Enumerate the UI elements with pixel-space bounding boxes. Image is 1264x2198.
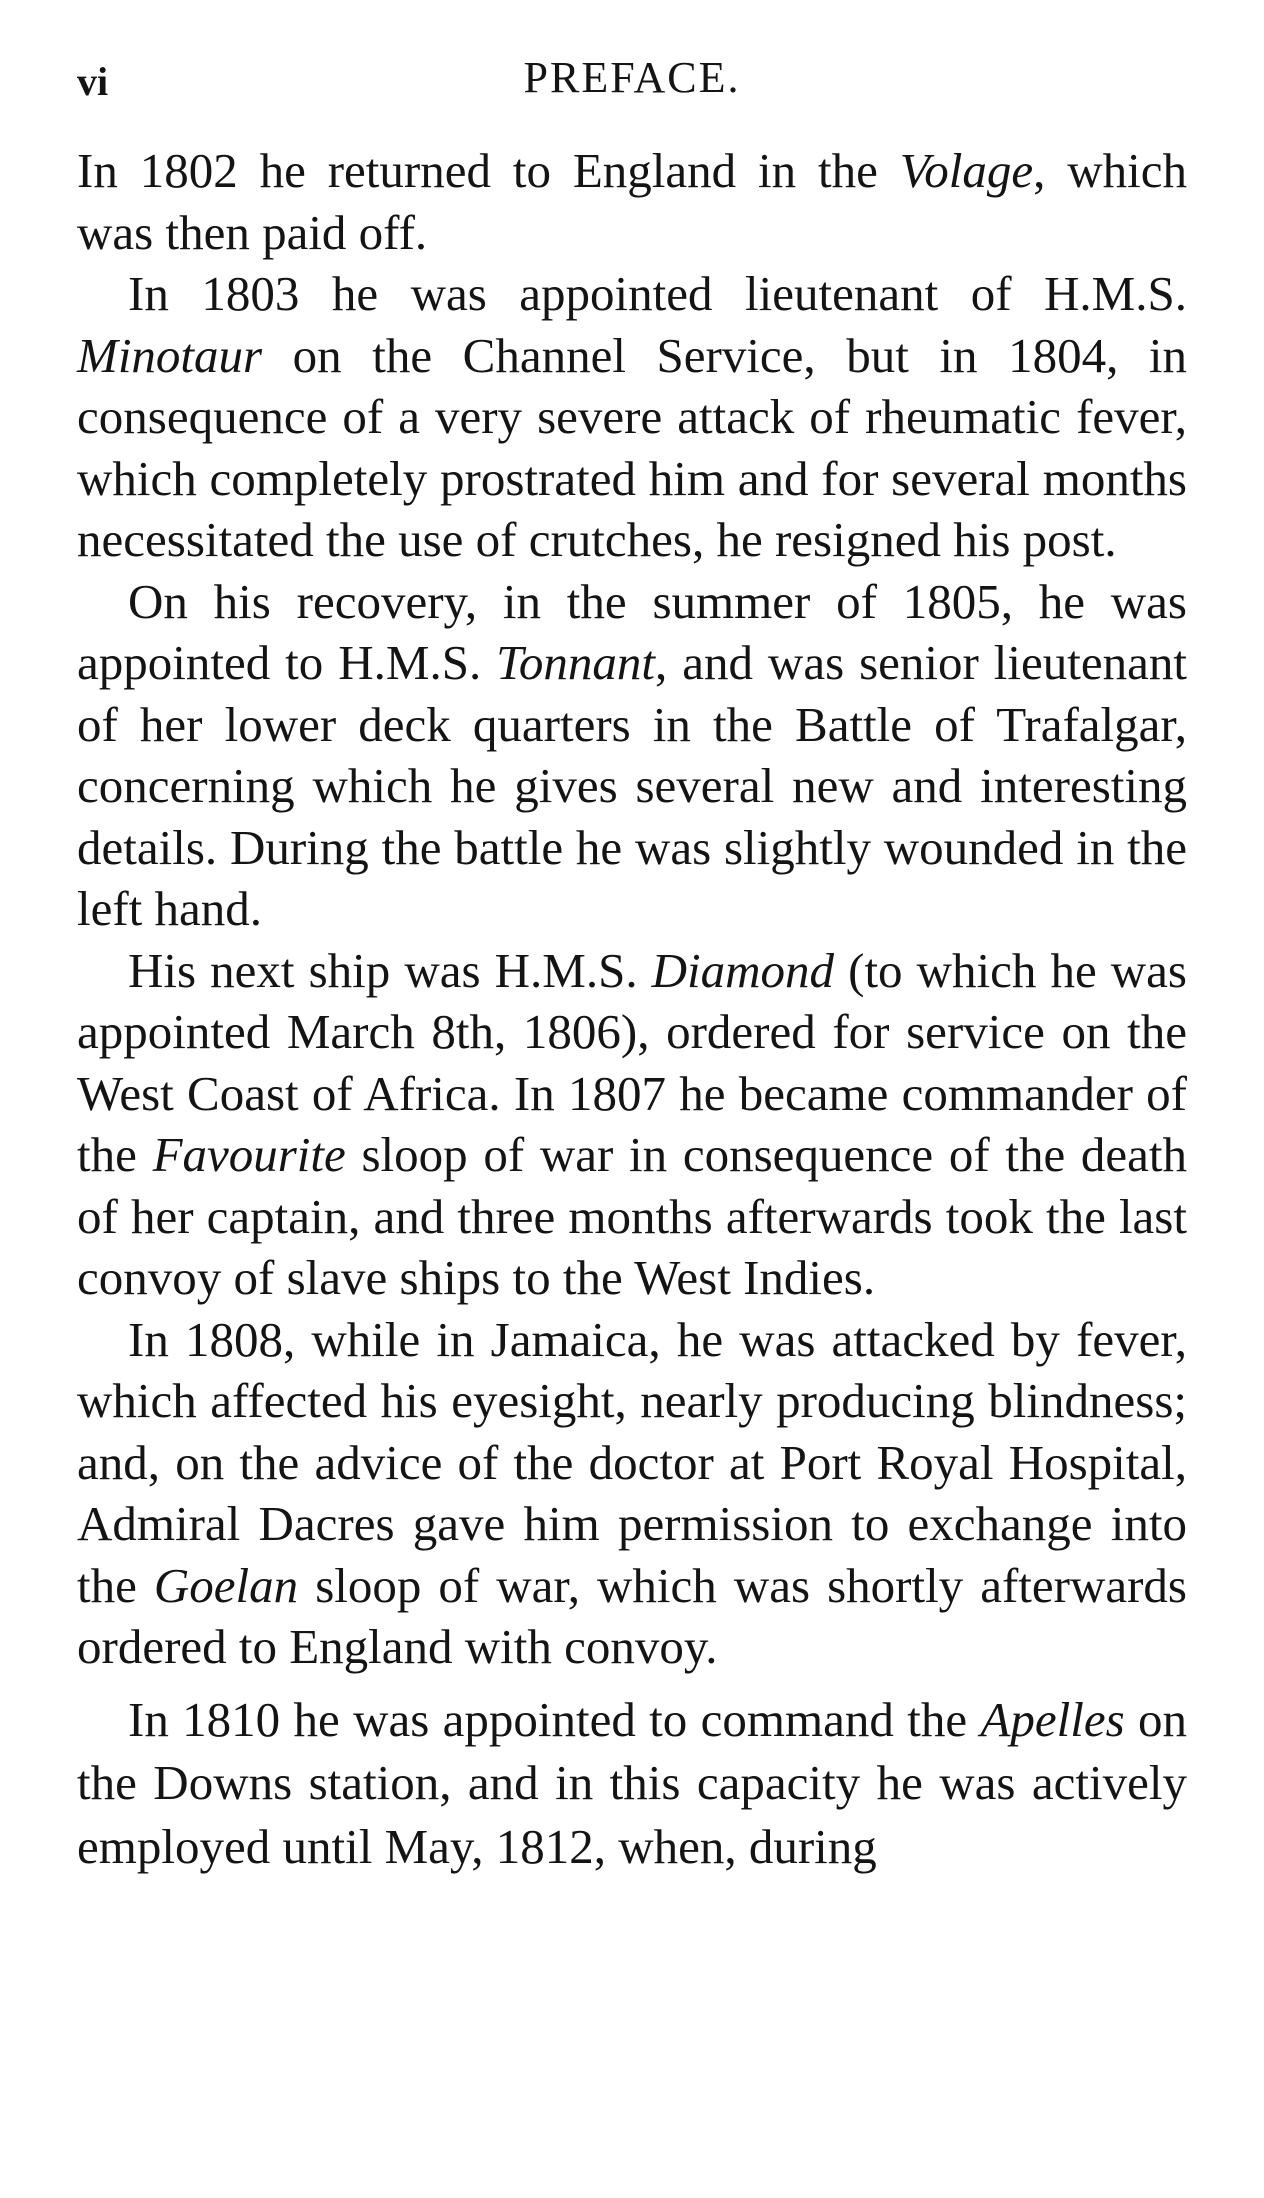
ship-name: Minotaur xyxy=(77,327,263,383)
text-run: In 1808, while in Jamaica, he was attacked by fever, which affected his eyesight, nearly producing blindness; and, on the advice of the doctor at Port Royal Hospital, Admiral Dacres gave him permission to exchange into the xyxy=(77,1311,1187,1613)
text-run: sloop of war in consequence of the death of her captain, and three months afterwards took the last convoy of slave ships to the West Indies. xyxy=(77,1127,1187,1305)
text-run: on the Downs station, and in this capacity he was actively employed until May, 1812, when, during xyxy=(77,1691,1187,1874)
paragraph xyxy=(77,263,1187,571)
paragraph xyxy=(77,1309,1187,1678)
text-run: His next ship was H.M.S. xyxy=(128,942,652,998)
running-head: PREFACE. xyxy=(523,53,741,102)
paragraph xyxy=(77,940,1187,1309)
ship-name: Tonnant xyxy=(496,635,656,690)
page-number: vi xyxy=(77,59,109,104)
paragraph xyxy=(77,571,1187,940)
ship-name: Favourite xyxy=(152,1127,346,1182)
ship-name: Goelan xyxy=(153,1557,299,1613)
text-run: In 1810 he was appointed to command the xyxy=(128,1691,981,1747)
text-run: In 1803 he was appointed lieutenant of H.M.S. xyxy=(128,266,1187,321)
body-text xyxy=(77,140,1187,1878)
text-run: In 1802 he returned to England in the xyxy=(77,143,900,198)
text-run: , and was senior lieutenant of her lower deck quarters in the Battle of Trafalgar, concerning which he gives several new and interesting details. During the battle he was slightly wounded in the left hand. xyxy=(77,635,1187,936)
text-run: on the Channel Service, but in 1804, in consequence of a very severe attack of rheumatic fever, which completely prostrated him and for several months necessitated the use of crutches, he resigned his post. xyxy=(77,327,1187,567)
ship-name: Diamond xyxy=(651,942,835,998)
page-header xyxy=(77,40,1187,140)
book-page xyxy=(77,40,1187,1878)
ship-name: Apelles xyxy=(980,1691,1125,1747)
paragraph xyxy=(77,1688,1187,1879)
text-run: , which was then paid off. xyxy=(77,143,1188,260)
paragraph xyxy=(77,140,1187,263)
ship-name: Volage xyxy=(899,143,1034,198)
text-run: On his recovery, in the summer of 1805, he was appointed to H.M.S. xyxy=(77,573,1187,690)
text-run: sloop of war, which was shortly afterwards ordered to England with convoy. xyxy=(77,1557,1187,1674)
text-run: (to which he was appointed March 8th, 1806), ordered for service on the West Coast of Africa. In 1807 he became commander of the xyxy=(77,942,1187,1182)
